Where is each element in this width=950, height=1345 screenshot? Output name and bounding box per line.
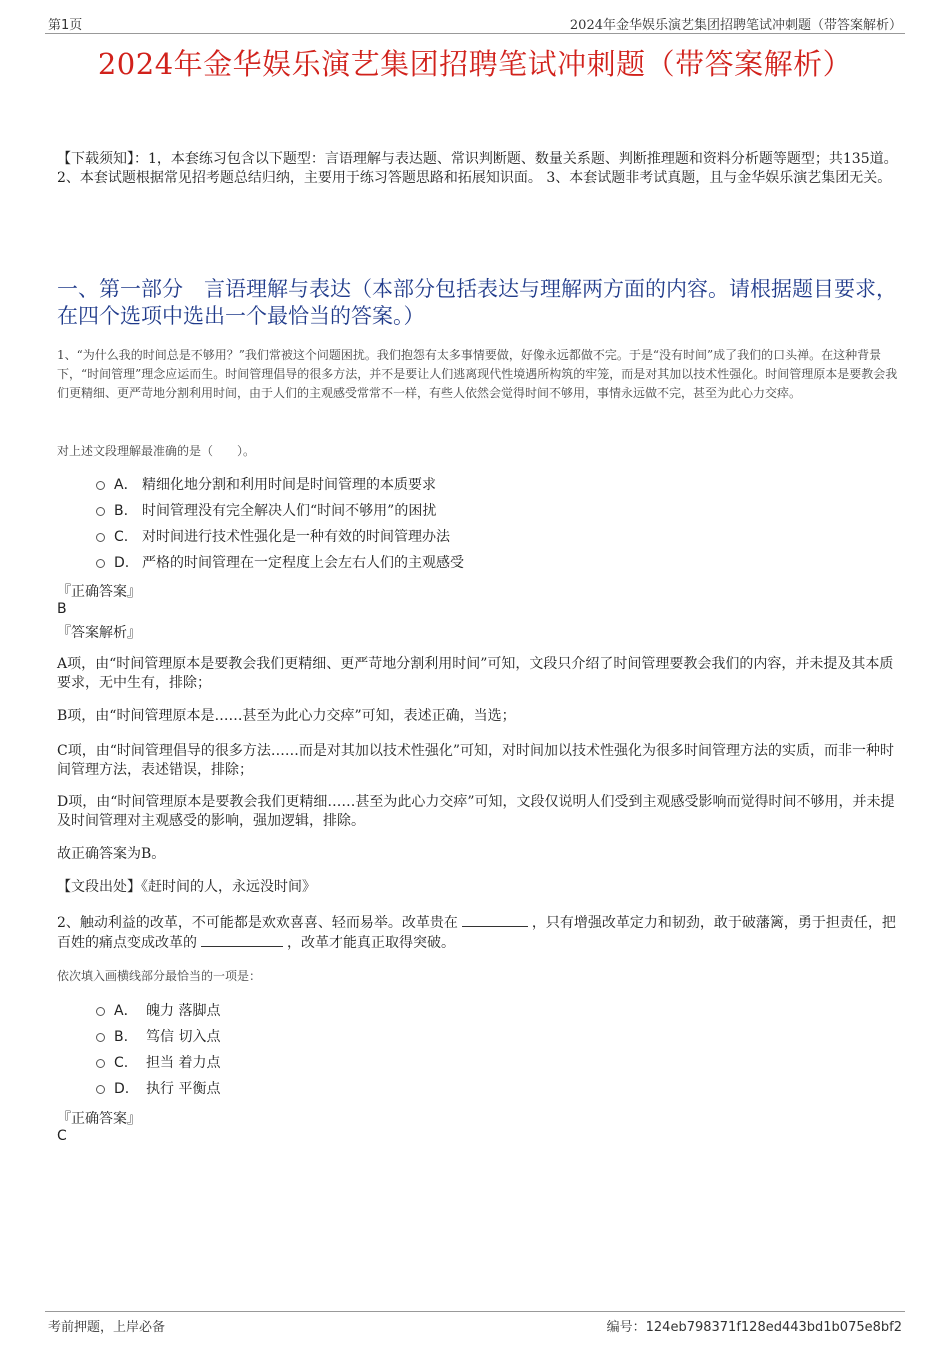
option-text: 执行 平衡点 [146,1081,221,1097]
download-notice: 【下载须知】：1，本套练习包含以下题型：言语理解与表达题、常识判断题、数量关系题、判断推理题和资料分析题等题型；共135道。 2、本套试题根据常见招考题总结归纳，主要用于练习答题思路和拓展知识面。 3、本套试题非考试真题，且与金华娱乐演艺集团无关。 [57,151,898,186]
q2-passage-part2: ，只有增强改革定力和韧劲，敢于破藩篱，勇于担责任，把百姓的痛点变成改革的 [57,915,896,951]
radio-icon[interactable] [96,1059,105,1068]
section-heading: 一、第一部分 言语理解与表达（本部分包括表达与理解两方面的内容。请根据题目要求，在四个选项中选出一个最恰当的答案。） [57,277,897,328]
q2-passage-part1: 2、触动利益的改革，不可能都是欢欢喜喜、轻而易举。改革贵在 [57,915,458,931]
q2-options [96,998,896,1102]
q2-option-a[interactable] [96,998,896,1024]
radio-icon[interactable] [96,1085,105,1094]
radio-icon[interactable] [96,1007,105,1016]
q2-option-d[interactable] [96,1076,896,1102]
radio-icon[interactable] [96,507,105,516]
option-text: 精细化地分割和利用时间是时间管理的本质要求 [142,477,436,493]
q1-answer: B [57,601,67,617]
option-text: 担当 着力点 [146,1055,221,1071]
q1-analysis-b: B项，由“时间管理原本是……甚至为此心力交瘁”可知，表述正确，当选； [57,708,516,724]
q2-blank-1[interactable] [462,913,528,927]
option-key: A． [114,1003,138,1019]
q2-blank-2[interactable] [201,933,283,947]
option-text: 对时间进行技术性强化是一种有效的时间管理办法 [142,529,450,545]
q1-source: 【文段出处】《赶时间的人，永远没时间》 [57,879,316,895]
q2-option-c[interactable] [96,1050,896,1076]
option-key: B. [114,1029,129,1045]
q1-passage: 1、“为什么我的时间总是不够用？”我们常被这个问题困扰。我们抱怨有太多事情要做，好像永远都做不完。于是“没有时间”成了我们的口头禅。在这种背景下，“时间管理”理念应运而生。时间管理倡导的很多方法，并不是要让人们逃离现代性境遇所构筑的牢笼，而是对其加以技术性强化。时间管理原本是要教会我们更精细、更严苛地分割利用时间，由于人们的主观感受常常不一样，有些人依然会觉得时间不够用，事情永远做不完，甚至为此心力交瘁。 [57,348,898,400]
option-text: 魄力 落脚点 [146,1003,221,1019]
footer-code [607,1316,902,1335]
footer-code-label: 编号： [606,1320,646,1335]
footer-code-value: 124eb798371f128ed443bd1b075e8bf2 [645,1320,902,1335]
footer-slogan: 考前押题，上岸必备 [48,1320,166,1335]
option-text: 笃信 切入点 [146,1029,221,1045]
q1-option-d[interactable] [96,550,896,576]
q2-passage-part3: ，改革才能真正取得突破。 [287,935,455,951]
q1-option-b[interactable] [96,498,896,524]
q2-passage [57,913,902,953]
q1-analysis-d: D项，由“时间管理原本是要教会我们更精细……甚至为此心力交瘁”可知，文段仅说明人们受到主观感受影响而觉得时间不够用，并未提及时间管理对主观感受的影响，强加逻辑，排除。 [57,794,895,829]
q1-stem: 对上述文段理解最准确的是（ ）。 [57,444,256,458]
option-key: A． [114,477,138,493]
q1-analysis-label: 『答案解析』 [57,625,141,641]
radio-icon[interactable] [96,1033,105,1042]
q1-option-a[interactable] [96,472,896,498]
q1-answer-label: 『正确答案』 [57,584,141,600]
option-text: 严格的时间管理在一定程度上会左右人们的主观感受 [142,555,464,571]
option-key: C. [114,529,129,545]
header-doc-title: 2024年金华娱乐演艺集团招聘笔试冲刺题（带答案解析） [569,18,902,33]
q2-stem: 依次填入画横线部分最恰当的一项是： [57,969,262,983]
header-divider [45,33,905,34]
option-text: 时间管理没有完全解决人们“时间不够用”的困扰 [142,503,437,519]
page-title: 2024年金华娱乐演艺集团招聘笔试冲刺题（带答案解析） [97,47,853,81]
q1-options [96,472,896,576]
q2-answer: C [57,1128,67,1144]
q2-option-b[interactable] [96,1024,896,1050]
radio-icon[interactable] [96,559,105,568]
q1-analysis-a: A项，由“时间管理原本是要教会我们更精细、更严苛地分割利用时间”可知，文段只介绍了时间管理要教会我们的内容，并未提及其本质要求，无中生有，排除； [57,656,894,691]
q1-option-c[interactable] [96,524,896,550]
option-key: C. [114,1055,129,1071]
q1-conclusion: 故正确答案为B。 [57,846,166,862]
option-key: B. [114,503,129,519]
footer-divider [45,1311,905,1312]
page-number: 第1页 [48,18,83,33]
radio-icon[interactable] [96,533,105,542]
option-key: D. [114,555,130,571]
radio-icon[interactable] [96,481,105,490]
q2-answer-label: 『正确答案』 [57,1111,141,1127]
option-key: D. [114,1081,130,1097]
q1-analysis-c: C项，由“时间管理倡导的很多方法……而是对其加以技术性强化”可知，对时间加以技术性强化为很多时间管理方法的实质，而非一种时间管理方法，表述错误，排除； [57,743,895,778]
